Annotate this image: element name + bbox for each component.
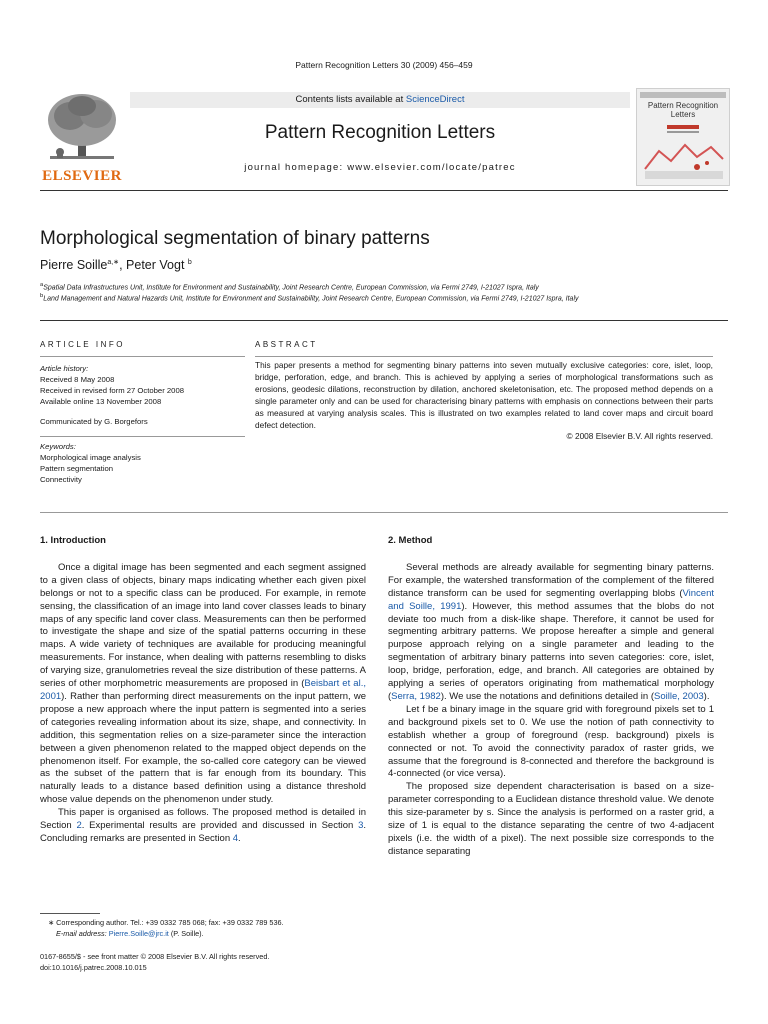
author-list: [40, 258, 192, 272]
citation-vincent-soille[interactable]: Vincent and Soille, 1991: [388, 587, 714, 612]
left-column: [40, 535, 366, 846]
citation-serra[interactable]: Serra, 1982: [391, 690, 441, 702]
received-date: Received 8 May 2008: [40, 375, 115, 384]
article-title: Morphological segmentation of binary patterns: [40, 228, 430, 249]
history-label: Article history:: [40, 364, 89, 373]
intro-p1-text-b: ). Rather than performing direct measurements on the input pattern, we propose a new approach where the input pattern is segmented into a series of categories revealing information about its size, shape, and connectivity. In addition, this segmentation relies on a size-parameter since the interaction between a given phenomenon related to the mapped object depends on the phenomenon itself. For example, the so-called core category can be viewed as the subset of the pattern that is far enough from its boundary. This naturally leads to a distance based definition using a distance threshold whose value depends on the phenomenon under study.: [40, 690, 366, 806]
right-column: [388, 535, 714, 859]
journal-homepage-link[interactable]: journal homepage: www.elsevier.com/locate/patrec: [244, 162, 516, 173]
keywords-label: Keywords:: [40, 442, 76, 451]
author-vogt: , Peter Vogt: [119, 258, 185, 273]
keyword-item: Morphological image analysis: [40, 453, 141, 462]
cover-title: Pattern Recognition Letters: [647, 101, 719, 119]
abstract-heading: ABSTRACT: [255, 340, 318, 349]
method-p1-text-b: ). However, this method assumes that the blobs do not deviate too much from a disk-like shape. Therefore, it cannot be used for segmenting arbitrary patterns. We propose hereafter a simple and general purpose approach relying on a single parameter and leading to the segmentation of arbitrary binary patterns into seven categories: core, islet, loop, bridge, perforation, edge, and branch. All categories are obtained by applying a series of operators originating from mathematical morphology (: [388, 600, 714, 702]
journal-header: [40, 88, 728, 188]
issn-line: 0167-8655/$ - see front matter © 2008 Elsevier B.V. All rights reserved.: [40, 952, 270, 961]
journal-banner: [130, 88, 630, 184]
journal-cover-thumbnail[interactable]: [636, 88, 730, 186]
article-identifiers: [40, 952, 269, 973]
keywords-rule: [40, 436, 245, 437]
author-soille-marks[interactable]: a,∗: [107, 259, 120, 266]
abstract-rule: [255, 356, 713, 357]
method-p1-text-a: Several methods are already available for segmenting binary patterns. For example, the watershed transformation of the complement of the filtered distance transform can be used for segmenting overlapping blobs (: [388, 561, 714, 599]
footnote-text: Corresponding author. Tel.: +39 0332 785 068; fax: +39 0332 789 536.: [54, 918, 284, 927]
intro-p1-text-a: Once a digital image has been segmented and each segment assigned to a given class of objects, binary maps indicating whether each given pixel belongs or not to a specific class can be produced. For example, in remote sensing, the classification of an image into land cover classes leads to binary maps of any specific land cover class. Measurements can then be performed to investigate the shape and size of the spatial patterns occurring in these maps. A wide variety of techniques are available for producing meaningful measurements. For instance, when dealing with patterns resembling to disks of varying size, granulometries reveal the size distribution of these patterns. A series of other morphometric measurements are proposed in (: [40, 561, 366, 690]
method-paragraph-2: Let f be a binary image in the square grid with foreground pixels set to 1 and background pixels set to 0. We use the notion of path connectivity to establish whether a group of foreground (resp. background) pixels is connected or not. To avoid the connectivity paradox of raster grids, we assume that the foreground is 8-connected and therefore the background is 4-connected (or vice versa).: [388, 703, 714, 780]
keywords: [40, 441, 245, 485]
elsevier-tree-icon: [40, 90, 124, 166]
cover-graphic-icon: [637, 89, 729, 185]
section-ref-2[interactable]: 2: [76, 820, 82, 832]
journal-title: Pattern Recognition Letters: [264, 122, 496, 143]
intro-p2-text-b: . Experimental results are provided and discussed in Section: [81, 820, 359, 832]
article-info-heading: ARTICLE INFO: [40, 340, 125, 349]
author-email-link[interactable]: Pierre.Soille@jrc.it: [108, 928, 169, 938]
article-info: [40, 340, 245, 485]
abstract-body: [255, 360, 713, 443]
footnote-rule: [40, 913, 100, 914]
affiliation-a-mark: a: [40, 282, 44, 288]
keyword-item: Pattern segmentation: [40, 464, 114, 473]
email-suffix: (P. Soille).: [168, 928, 204, 938]
affiliation-a-text: Spatial Data Infrastructures Unit, Institute for Environment and Sustainability, Joint Research Centre, European Commission, via Fermi 2749, I-21027 Ispra, Italy: [43, 284, 539, 292]
doi-link[interactable]: doi:10.1016/j.patrec.2008.10.015: [40, 962, 147, 972]
intro-p2-text-c: . Concluding remarks are presented in Section: [40, 820, 366, 844]
elsevier-logo[interactable]: [40, 90, 124, 182]
intro-paragraph-2: [40, 807, 366, 846]
intro-p2-text-a: This paper is organised as follows. The proposed method is detailed in Section: [40, 807, 366, 832]
footnote-mark: ∗: [48, 918, 55, 927]
method-p1-text-d: ).: [703, 690, 710, 702]
section-heading-method: 2. Method: [388, 535, 433, 546]
online-date: Available online 13 November 2008: [40, 397, 162, 406]
article-info-rule: [40, 356, 245, 357]
citation-soille-2003[interactable]: Soille, 2003: [654, 690, 704, 702]
method-paragraph-1: [388, 562, 714, 704]
abstract-bottom-rule: [40, 512, 728, 513]
abstract: [255, 340, 713, 442]
section-ref-3[interactable]: 3: [358, 820, 364, 832]
footnote: [40, 918, 366, 939]
author-vogt-marks[interactable]: b: [187, 259, 192, 266]
communicated-by: Communicated by G. Borgefors: [40, 417, 148, 426]
elsevier-wordmark: ELSEVIER: [42, 168, 122, 184]
email-label: E-mail address:: [56, 928, 109, 938]
citation-beisbart[interactable]: Beisbart et al., 2001: [40, 678, 366, 702]
intro-p2-text-d: .: [238, 832, 241, 844]
affiliation-rule: [40, 320, 728, 321]
method-paragraph-3: The proposed size dependent characterisation is based on a size-parameter corresponding to a Euclidean distance threshold value. We denote this size-parameter by s. Since the analysis is performed on a raster grid, a size of 1 is equal to the distance separating the centre of two 4-adjacent pixels (i.e. the width of a pixel). The next possible size corresponds to the distance separating: [388, 781, 714, 857]
revised-date: Received in revised form 27 October 2008: [40, 386, 185, 395]
affiliation-b-text: Land Management and Natural Hazards Unit, Institute for Environment and Sustainability, Joint Research Centre, European Commission, via Fermi 2749, I-21027 Ispra, Italy: [43, 295, 579, 303]
copyright: © 2008 Elsevier B.V. All rights reserved.: [566, 431, 713, 442]
section-heading-introduction: 1. Introduction: [40, 535, 106, 546]
intro-paragraph-1: [40, 562, 366, 807]
contents-prefix: Contents lists available at: [295, 94, 406, 105]
affiliation-b-mark: b: [40, 293, 44, 299]
affiliation-a: [40, 282, 539, 291]
contents-line: [130, 92, 630, 108]
keyword-item: Connectivity: [40, 475, 82, 484]
article-history: [40, 363, 245, 427]
abstract-text: This paper presents a method for segmenting binary patterns into seven mutually exclusive categories: core, islet, loop, bridge, perforation, edge, and branch. This is achieved by applying a series of morphological transformations such as erosions, geodesic dilations, reconstruction by dilation, anchored skeletonisation, etc. The proposed method depends on a single parameter only and can be used for characterising binary patterns with emphasis on connections between their parts as measured at varying analysis scales. This is illustrated on two examples related to land cover maps and circuit board defect detection.: [255, 360, 713, 430]
section-ref-4[interactable]: 4: [232, 832, 239, 844]
journal-reference: Pattern Recognition Letters 30 (2009) 456–459: [295, 60, 473, 70]
method-p1-text-c: ). We use the notations and definitions detailed in (: [440, 690, 655, 702]
affiliation-b: [40, 293, 579, 302]
author-soille: Pierre Soille: [40, 258, 108, 273]
sciencedirect-link[interactable]: ScienceDirect: [405, 94, 465, 105]
header-rule: [40, 190, 728, 191]
